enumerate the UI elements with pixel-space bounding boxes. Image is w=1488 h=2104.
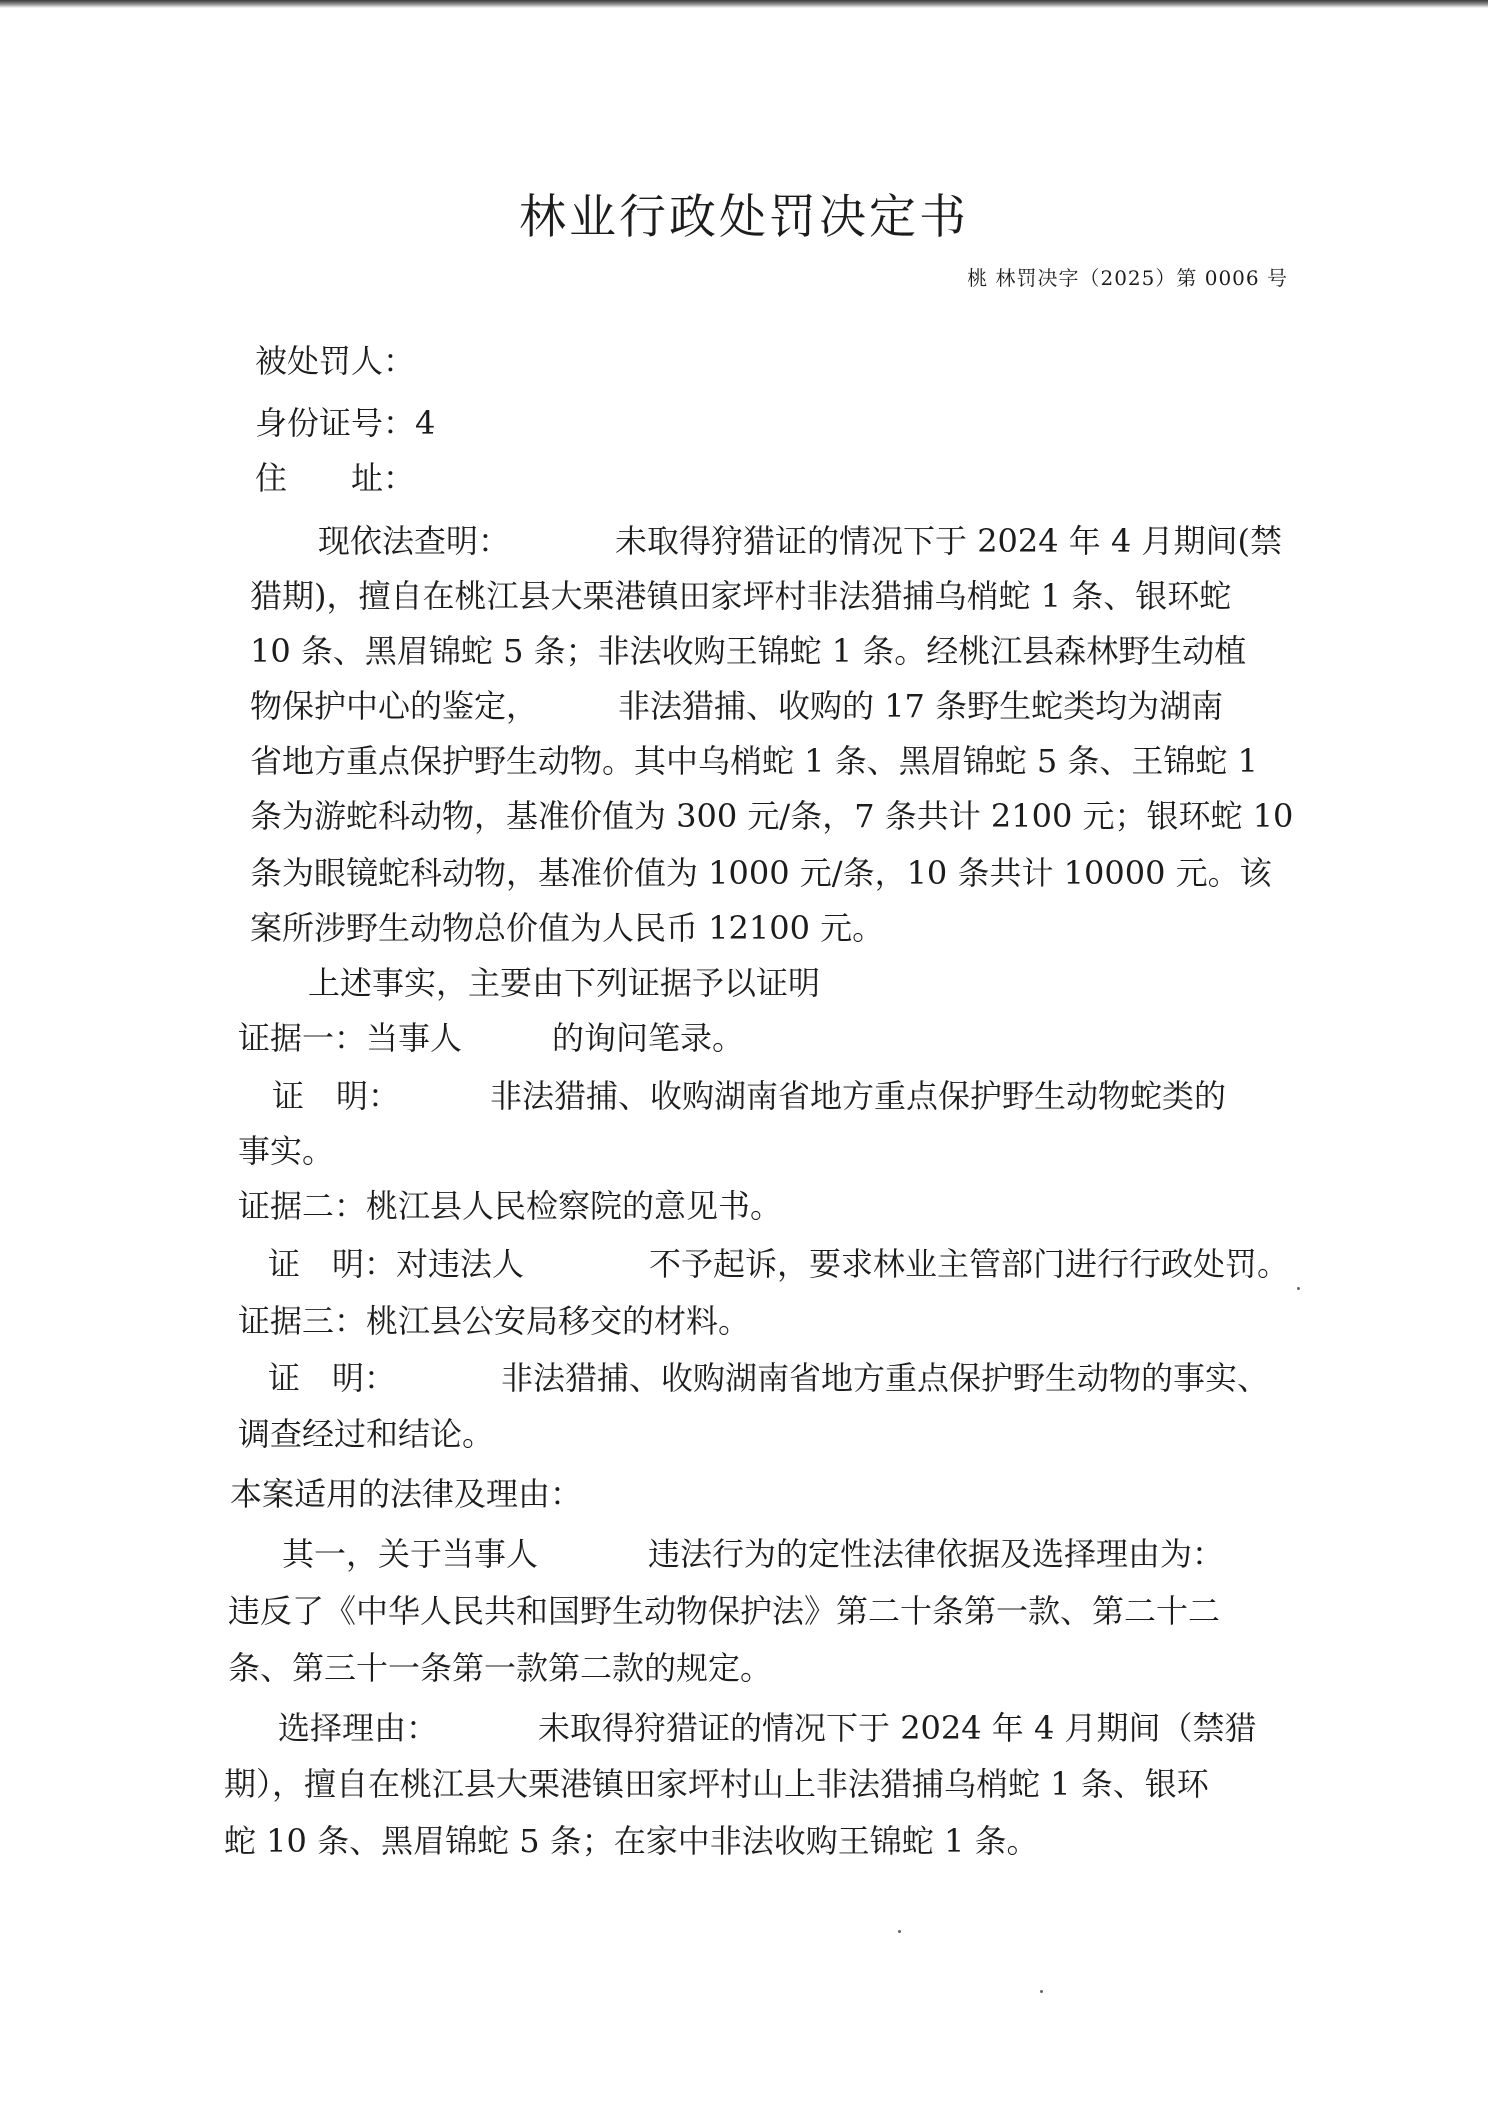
legal-basis-heading: 本案适用的法律及理由： [230,1475,583,1513]
selection-reason-line: 期），擅自在桃江县大栗港镇田家坪村山上非法猎捕乌梢蛇 1 条、银环 [224,1765,1209,1803]
text-segment: 选择理由： [278,1709,439,1747]
evidence-1 [238,1019,745,1057]
party-id-label: 身份证号： [255,404,416,442]
party-id-prefix: 4 [415,404,436,442]
evidence-2: 证据二：桃江县人民检察院的意见书。 [238,1187,783,1225]
text-segment: 现依法查明： [318,522,511,560]
party-name-label: 被处罚人： [255,342,416,380]
text-segment: 物保护中心的鉴定， [250,687,539,725]
document-title: 林业行政处罚决定书 [519,190,969,245]
text-segment: 非法猎捕、收购湖南省地方重点保护野生动物蛇类的 [490,1077,1227,1115]
scan-speck [1040,1990,1043,1993]
scan-edge [0,0,1488,8]
findings-line: 条为游蛇科动物，基准价值为 300 元/条，7 条共计 2100 元；银环蛇 10 [250,797,1294,835]
text-segment: 不予起诉，要求林业主管部门进行行政处罚。 [649,1245,1290,1283]
evidence-3: 证据三：桃江县公安局移交的材料。 [238,1302,751,1340]
legal-basis-line [282,1535,1225,1573]
findings-line: 10 条、黑眉锦蛇 5 条；非法收购王锦蛇 1 条。经桃江县森林野生动植 [250,632,1247,670]
evidence-intro: 上述事实，主要由下列证据予以证明 [308,964,821,1002]
evidence-2-proof [268,1245,1290,1283]
party-address-label: 住 址： [255,459,416,497]
selection-reason-line [278,1709,1257,1747]
text-segment: 违法行为的定性法律依据及选择理由为： [648,1535,1225,1573]
findings-line: 省地方重点保护野生动物。其中乌梢蛇 1 条、黑眉锦蛇 5 条、王锦蛇 1 [250,742,1258,780]
text-segment: 未取得狩猎证的情况下于 2024 年 4 月期间(禁 [615,522,1282,560]
scan-speck [898,1930,901,1933]
evidence-3-proof [268,1359,1270,1397]
scan-speck [1297,1287,1300,1290]
findings-line: 案所涉野生动物总价值为人民币 12100 元。 [250,909,885,947]
legal-basis-line: 违反了《中华人民共和国野生动物保护法》第二十条第一款、第二十二 [228,1592,1221,1630]
findings-line [318,522,1282,560]
evidence-1-proof [272,1077,1227,1115]
text-segment: 证 明：对违法人 [268,1245,525,1283]
document-number: 桃 林罚决字（2025）第 0006 号 [967,266,1288,290]
selection-reason-line: 蛇 10 条、黑眉锦蛇 5 条；在家中非法收购王锦蛇 1 条。 [224,1822,1039,1860]
evidence-1-proof-cont: 事实。 [238,1132,335,1170]
text-segment: 的询问笔录。 [552,1019,745,1057]
findings-line: 条为眼镜蛇科动物，基准价值为 1000 元/条，10 条共计 10000 元。该 [250,854,1272,892]
text-segment: 非法猎捕、收购的 17 条野生蛇类均为湖南 [618,687,1224,725]
legal-basis-line: 条、第三十一条第一款第二款的规定。 [228,1649,773,1687]
findings-line [250,687,1224,725]
findings-line: 猎期)，擅自在桃江县大栗港镇田家坪村非法猎捕乌梢蛇 1 条、银环蛇 [250,577,1232,615]
text-segment: 证 明： [272,1077,401,1115]
text-segment: 证据一：当事人 [238,1019,463,1057]
text-segment: 其一，关于当事人 [282,1535,539,1573]
evidence-3-proof-cont: 调查经过和结论。 [238,1415,495,1453]
text-segment: 证 明： [268,1359,397,1397]
text-segment: 未取得狩猎证的情况下于 2024 年 4 月期间（禁猎 [538,1709,1257,1747]
party-id-row [255,404,436,442]
text-segment: 非法猎捕、收购湖南省地方重点保护野生动物的事实、 [501,1359,1270,1397]
